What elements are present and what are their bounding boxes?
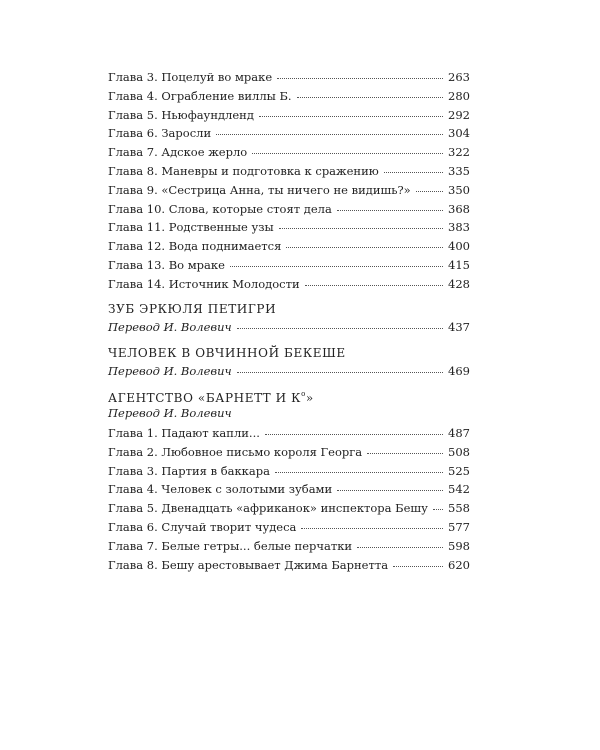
entry-page: 292	[448, 107, 470, 122]
section-heading-superscript: о	[301, 390, 306, 398]
section-heading-text: АГЕНТСТВО «БАРНЕТТ И К	[108, 391, 302, 405]
dot-leader	[252, 152, 443, 154]
entry-title: Глава 5. Двенадцать «африканок» инспектора Бешу	[108, 501, 428, 516]
section-barnett-agency	[108, 386, 470, 422]
translator-credit: Перевод И. Волевич	[108, 406, 232, 420]
dot-leader	[357, 546, 443, 548]
entry-title: Глава 1. Падают капли...	[108, 426, 260, 440]
entry-title: Глава 7. Белые гетры... белые перчатки	[108, 538, 353, 553]
entry-page: 383	[448, 220, 470, 235]
entry-title: Глава 3. Партия в баккара	[108, 463, 270, 478]
toc-entry	[108, 162, 470, 181]
entry-page: 322	[448, 145, 470, 160]
entry-title: Глава 10. Слова, которые стоят дела	[108, 201, 332, 216]
entry-title: Глава 4. Человек с золотыми зубами	[108, 482, 333, 497]
entry-page: 263	[448, 70, 470, 84]
entry-page: 350	[448, 182, 470, 197]
translator-entry	[108, 362, 470, 381]
entry-page: 415	[448, 257, 470, 272]
entry-title: Глава 3. Поцелуй во мраке	[108, 70, 273, 84]
dot-leader	[237, 371, 443, 373]
dot-leader	[279, 227, 443, 229]
toc-entry	[108, 256, 470, 275]
toc-entry	[108, 106, 470, 125]
entry-title: Глава 5. Ньюфаундленд	[108, 107, 254, 122]
entry-page: 400	[448, 239, 470, 254]
entry-title: Глава 11. Родственные узы	[108, 220, 274, 235]
dot-leader	[265, 433, 443, 435]
dot-leader	[384, 171, 443, 173]
toc-entry	[108, 537, 470, 556]
toc-entry	[108, 218, 470, 237]
dot-leader	[337, 209, 443, 211]
entry-page: 542	[448, 482, 470, 497]
section-heading: ЧЕЛОВЕК В ОВЧИННОЙ БЕКЕШЕ	[108, 346, 346, 360]
dot-leader	[286, 246, 443, 248]
dot-leader	[301, 527, 443, 529]
dot-leader	[367, 452, 443, 454]
toc-entry	[108, 462, 470, 481]
entry-page: 335	[448, 163, 470, 178]
dot-leader	[237, 327, 443, 329]
section-heading-close-quote: »	[305, 391, 314, 405]
section-teeth	[108, 300, 470, 337]
entry-page: 428	[448, 276, 470, 291]
entry-page: 368	[448, 201, 470, 216]
entry-title: Глава 4. Ограбление виллы Б.	[108, 88, 292, 103]
dot-leader	[275, 471, 443, 473]
chapter-list-b	[108, 424, 470, 574]
entry-title: Глава 12. Вода поднимается	[108, 239, 282, 254]
entry-page: 620	[448, 557, 470, 572]
entry-page: 487	[448, 426, 470, 440]
dot-leader	[297, 96, 443, 98]
translator-entry	[108, 318, 470, 337]
toc-entry	[108, 237, 470, 256]
entry-page: 525	[448, 463, 470, 478]
entry-page: 304	[448, 126, 470, 141]
chapter-list-a	[108, 68, 470, 294]
dot-leader	[416, 190, 443, 192]
toc-entry	[108, 480, 470, 499]
toc-entry	[108, 68, 470, 87]
toc-entry	[108, 200, 470, 219]
entry-page: 280	[448, 88, 470, 103]
toc-entry	[108, 124, 470, 143]
entry-title: Глава 6. Случай творит чудеса	[108, 519, 297, 534]
entry-page: 508	[448, 444, 470, 459]
dot-leader	[216, 133, 443, 135]
toc-entry	[108, 181, 470, 200]
entry-title: Глава 13. Во мраке	[108, 257, 225, 272]
entry-title: Глава 7. Адское жерло	[108, 145, 248, 160]
entry-page: 437	[448, 320, 470, 334]
toc-entry	[108, 499, 470, 518]
toc-entry	[108, 443, 470, 462]
dot-leader	[230, 265, 443, 267]
entry-title: Глава 2. Любовное письмо короля Георга	[108, 444, 363, 459]
toc-entry	[108, 424, 470, 443]
dot-leader	[337, 489, 443, 491]
toc-entry	[108, 518, 470, 537]
toc-entry	[108, 87, 470, 106]
translator-credit: Перевод И. Волевич	[108, 320, 232, 334]
toc-entry	[108, 143, 470, 162]
dot-leader	[433, 508, 443, 510]
entry-title: Глава 8. Бешу арестовывает Джима Барнетта	[108, 557, 389, 572]
entry-title: Глава 6. Заросли	[108, 126, 212, 141]
dot-leader	[277, 77, 443, 79]
entry-title: Глава 8. Маневры и подготовка к сражению	[108, 163, 379, 178]
toc-entry	[108, 556, 470, 575]
toc-entry	[108, 275, 470, 294]
entry-title: Глава 14. Источник Молодости	[108, 276, 300, 291]
entry-page: 469	[448, 364, 470, 378]
translator-credit: Перевод И. Волевич	[108, 364, 232, 378]
dot-leader	[259, 115, 443, 117]
section-man-sheepskin	[108, 344, 470, 381]
section-heading	[108, 386, 470, 404]
entry-page: 577	[448, 519, 470, 534]
dot-leader	[305, 284, 443, 286]
entry-page: 598	[448, 538, 470, 553]
entry-title: Глава 9. «Сестрица Анна, ты ничего не видишь?»	[108, 182, 411, 197]
dot-leader	[393, 565, 443, 567]
section-heading: ЗУБ ЭРКЮЛЯ ПЕТИГРИ	[108, 302, 277, 316]
entry-page: 558	[448, 501, 470, 516]
